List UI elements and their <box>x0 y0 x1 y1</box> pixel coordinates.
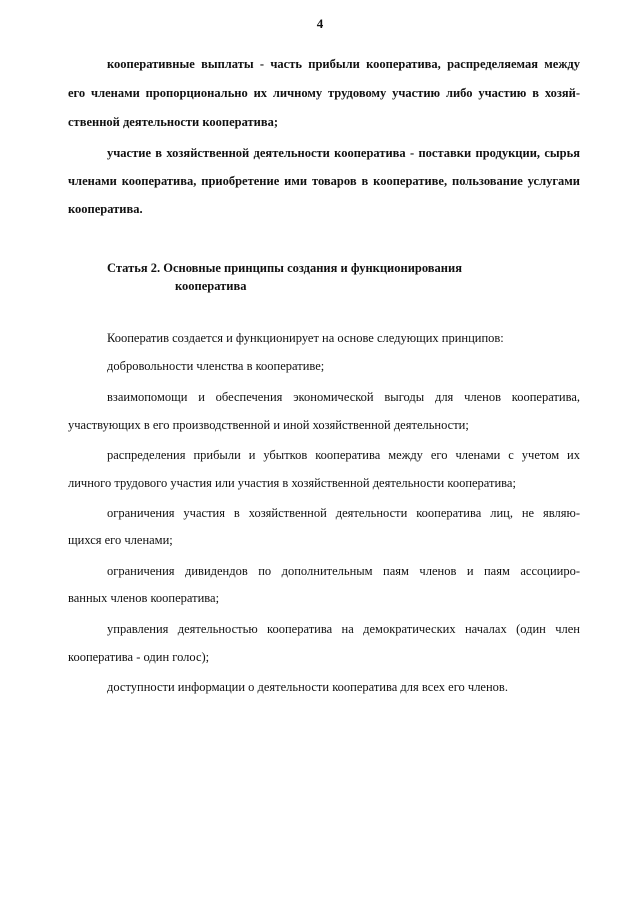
principle-limit-participation-line-1: ограничения участия в хозяйственной деятельности кооператива лиц, не являю- <box>107 506 580 520</box>
principle-limit-dividends-line-1: ограничения дивидендов по дополнительным паям членов и паям ассоцииро- <box>107 564 580 578</box>
participation-line-2: членами кооператива, приобретение ими товаров в кооперативе, пользование услугами <box>68 174 580 188</box>
participation-line-3: кооператива. <box>68 202 143 216</box>
principle-distribution-line-2: личного трудового участия или участия в хозяйственной деятельности кооператива; <box>68 476 516 490</box>
principle-democratic-management-line-2: кооператива - один голос); <box>68 650 210 664</box>
article-heading-line-2: кооператива <box>175 279 247 293</box>
participation-line-1: участие в хозяйственной деятельности кооператива - поставки продукции, сырья <box>107 146 580 160</box>
principle-distribution-line-1: распределения прибыли и убытков кооператива между его членами с учетом их <box>107 448 580 462</box>
principles-intro: Кооператив создается и функционирует на основе следующих принципов: <box>107 331 504 345</box>
payments-line-3: ственной деятельности кооператива; <box>68 115 279 129</box>
principle-mutual-aid-line-2: участвующих в его производственной и иной хозяйственной деятельности; <box>68 418 469 432</box>
principle-democratic-management-line-1: управления деятельностью кооператива на демократических началах (один член <box>107 622 580 636</box>
principle-mutual-aid-line-1: взаимопомощи и обеспечения экономической выгоды для членов кооператива, <box>107 390 580 404</box>
principle-limit-dividends-line-2: ванных членов кооператива; <box>68 591 220 605</box>
principle-voluntary: добровольности членства в кооперативе; <box>107 359 325 373</box>
principle-limit-participation-line-2: щихся его членами; <box>68 533 173 547</box>
principle-information-access: доступности информации о деятельности кооператива для всех его членов. <box>107 680 508 694</box>
page-number: 4 <box>316 16 324 31</box>
payments-line-2: его членами пропорционально их личному трудовому участию либо участию в хозяй- <box>68 86 580 100</box>
article-heading-line-1: Статья 2. Основные принципы создания и функционирования <box>107 261 462 275</box>
payments-line-1: кооперативные выплаты - часть прибыли кооператива, распределяемая между <box>107 57 580 71</box>
